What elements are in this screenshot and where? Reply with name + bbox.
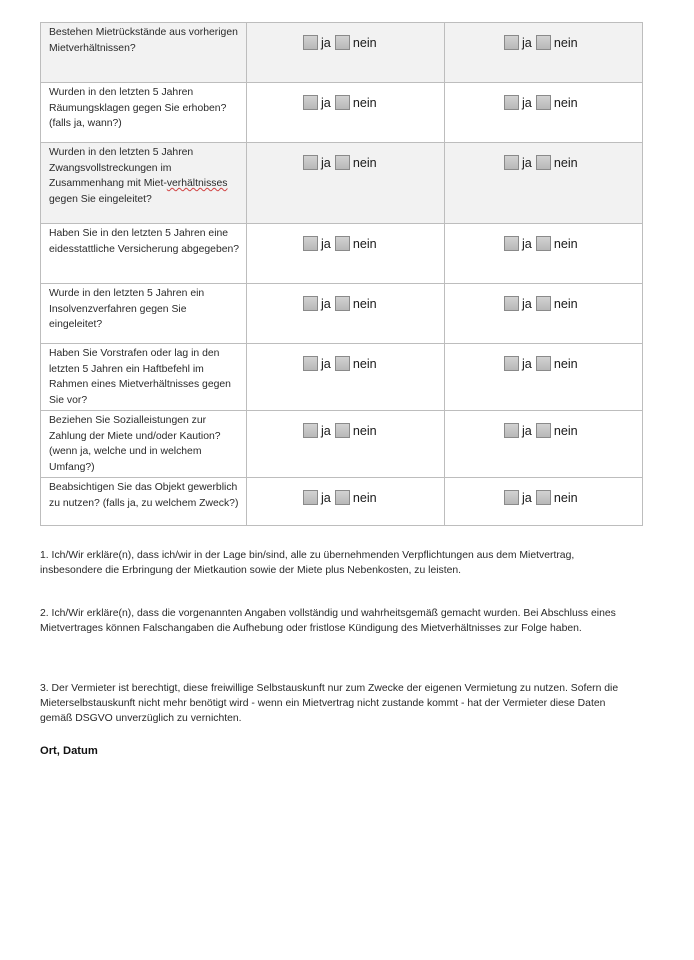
- checkbox-no[interactable]: [335, 155, 350, 170]
- label-yes: ja: [321, 356, 331, 371]
- answer-cell-tenant-2: [445, 83, 643, 143]
- answer-cell-tenant-2: [445, 411, 643, 478]
- checkbox-no[interactable]: [536, 356, 551, 371]
- label-no: nein: [553, 423, 578, 438]
- checkbox-yes[interactable]: [504, 356, 519, 371]
- yes-no-options: [504, 95, 642, 110]
- label-no: nein: [553, 296, 578, 311]
- question-text: Wurde in den letzten 5 Jahren ein Insolvenzverfahren gegen Sie eingeleitet?: [41, 284, 247, 344]
- question-row: [41, 224, 643, 284]
- yes-no-options: [303, 423, 444, 438]
- answer-cell-tenant-2: [445, 284, 643, 344]
- checkbox-yes[interactable]: [303, 35, 318, 50]
- declaration-2: 2. Ich/Wir erkläre(n), dass die vorgenannten Angaben vollständig und wahrheitsgemäß gemacht wurden. Bei Abschluss eines Mietvertrages können Falschangaben die Aufhebung oder fristlose Kündigung des Mietverhältnisses zur Folge haben.: [40, 608, 616, 635]
- place-date-label: Ort, Datum: [40, 745, 98, 757]
- label-no: nein: [352, 490, 377, 505]
- checkbox-yes[interactable]: [504, 236, 519, 251]
- checkbox-yes[interactable]: [303, 236, 318, 251]
- yes-no-options: [504, 356, 642, 371]
- label-yes: ja: [321, 155, 331, 170]
- question-row: [41, 478, 643, 526]
- question-text: Bestehen Mietrückstände aus vorherigen Mietverhältnissen?: [41, 23, 247, 83]
- checkbox-no[interactable]: [335, 490, 350, 505]
- checkbox-yes[interactable]: [303, 356, 318, 371]
- checkbox-no[interactable]: [536, 490, 551, 505]
- question-row: [41, 344, 643, 411]
- checkbox-yes[interactable]: [303, 296, 318, 311]
- declaration-3: 3. Der Vermieter ist berechtigt, diese freiwillige Selbstauskunft nur zum Zwecke der eigenen Vermietung zu nutzen. Sofern die Mieterselbstauskunft nicht mehr benötigt wird - wenn ein Mietvertrag nicht zustande kommt - hat der Vermieter diese Daten gemäß DSGVO unverzüglich zu vernichten.: [40, 683, 619, 725]
- question-row: [41, 411, 643, 478]
- checkbox-no[interactable]: [335, 236, 350, 251]
- label-no: nein: [553, 236, 578, 251]
- yes-no-options: [504, 35, 642, 50]
- label-no: nein: [553, 155, 578, 170]
- checkbox-yes[interactable]: [504, 95, 519, 110]
- checkbox-yes[interactable]: [504, 35, 519, 50]
- label-no: nein: [553, 490, 578, 505]
- checkbox-no[interactable]: [335, 356, 350, 371]
- checkbox-yes[interactable]: [504, 423, 519, 438]
- question-row: [41, 83, 643, 143]
- answer-cell-tenant-1: [247, 83, 445, 143]
- label-no: nein: [553, 35, 578, 50]
- declaration-1: 1. Ich/Wir erkläre(n), dass ich/wir in der Lage bin/sind, alle zu übernehmenden Verpflichtungen aus dem Mietvertrag, insbesondere die Erbringung der Mietkaution sowie der Miete plus Nebenkosten, zu leisten.: [40, 550, 575, 577]
- answer-cell-tenant-2: [445, 344, 643, 411]
- checkbox-no[interactable]: [536, 296, 551, 311]
- checkbox-yes[interactable]: [303, 95, 318, 110]
- checkbox-yes[interactable]: [504, 296, 519, 311]
- answer-cell-tenant-1: [247, 284, 445, 344]
- question-text-part: Wurden in den letzten 5 Jahren Zwangsvollstreckungen im Zusammenhang mit Miet-: [49, 147, 194, 189]
- questions-table: [40, 22, 643, 526]
- question-row: [41, 284, 643, 344]
- checkbox-yes[interactable]: [504, 155, 519, 170]
- checkbox-yes[interactable]: [303, 155, 318, 170]
- yes-no-options: [504, 490, 642, 505]
- label-no: nein: [352, 236, 377, 251]
- checkbox-no[interactable]: [536, 35, 551, 50]
- checkbox-no[interactable]: [536, 155, 551, 170]
- question-text: Beabsichtigen Sie das Objekt gewerblich zu nutzen? (falls ja, zu welchem Zweck?): [41, 478, 247, 526]
- label-no: nein: [352, 296, 377, 311]
- checkbox-yes[interactable]: [303, 423, 318, 438]
- yes-no-options: [504, 236, 642, 251]
- label-yes: ja: [522, 356, 532, 371]
- question-row: [41, 143, 643, 224]
- label-no: nein: [553, 356, 578, 371]
- checkbox-no[interactable]: [536, 423, 551, 438]
- label-no: nein: [352, 423, 377, 438]
- yes-no-options: [303, 296, 444, 311]
- label-yes: ja: [522, 490, 532, 505]
- question-text: [41, 143, 247, 224]
- yes-no-options: [504, 423, 642, 438]
- question-row: [41, 23, 643, 83]
- yes-no-options: [303, 236, 444, 251]
- label-yes: ja: [522, 296, 532, 311]
- spellcheck-flagged-word: verhältnisses: [166, 178, 228, 189]
- label-no: nein: [352, 155, 377, 170]
- checkbox-no[interactable]: [536, 95, 551, 110]
- question-text: Haben Sie in den letzten 5 Jahren eine eidesstattliche Versicherung abgegeben?: [41, 224, 247, 284]
- label-no: nein: [352, 356, 377, 371]
- answer-cell-tenant-1: [247, 478, 445, 526]
- yes-no-options: [303, 35, 444, 50]
- answer-cell-tenant-1: [247, 224, 445, 284]
- label-yes: ja: [321, 35, 331, 50]
- checkbox-no[interactable]: [335, 35, 350, 50]
- checkbox-no[interactable]: [335, 95, 350, 110]
- checkbox-no[interactable]: [335, 423, 350, 438]
- answer-cell-tenant-2: [445, 478, 643, 526]
- yes-no-options: [303, 155, 444, 170]
- answer-cell-tenant-2: [445, 143, 643, 224]
- label-yes: ja: [321, 296, 331, 311]
- checkbox-no[interactable]: [536, 236, 551, 251]
- checkbox-yes[interactable]: [303, 490, 318, 505]
- label-yes: ja: [321, 490, 331, 505]
- answer-cell-tenant-2: [445, 23, 643, 83]
- label-yes: ja: [522, 155, 532, 170]
- yes-no-options: [303, 95, 444, 110]
- checkbox-yes[interactable]: [504, 490, 519, 505]
- label-no: nein: [352, 95, 377, 110]
- checkbox-no[interactable]: [335, 296, 350, 311]
- answer-cell-tenant-1: [247, 344, 445, 411]
- question-text-part: gegen Sie eingeleitet?: [49, 193, 152, 205]
- answer-cell-tenant-1: [247, 143, 445, 224]
- label-yes: ja: [522, 423, 532, 438]
- label-no: nein: [352, 35, 377, 50]
- label-yes: ja: [522, 236, 532, 251]
- question-text: Haben Sie Vorstrafen oder lag in den letzten 5 Jahren ein Haftbefehl im Rahmen eines Mietverhältnisses gegen Sie vor?: [41, 344, 247, 411]
- question-text: Wurden in den letzten 5 Jahren Räumungsklagen gegen Sie erhoben? (falls ja, wann?): [41, 83, 247, 143]
- label-yes: ja: [522, 95, 532, 110]
- label-yes: ja: [321, 95, 331, 110]
- yes-no-options: [303, 356, 444, 371]
- yes-no-options: [504, 155, 642, 170]
- label-yes: ja: [522, 35, 532, 50]
- answer-cell-tenant-1: [247, 411, 445, 478]
- yes-no-options: [303, 490, 444, 505]
- label-yes: ja: [321, 236, 331, 251]
- label-no: nein: [553, 95, 578, 110]
- answer-cell-tenant-2: [445, 224, 643, 284]
- yes-no-options: [504, 296, 642, 311]
- label-yes: ja: [321, 423, 331, 438]
- question-text: Beziehen Sie Sozialleistungen zur Zahlung der Miete und/oder Kaution? (wenn ja, welche und in welchem Umfang?): [41, 411, 247, 478]
- answer-cell-tenant-1: [247, 23, 445, 83]
